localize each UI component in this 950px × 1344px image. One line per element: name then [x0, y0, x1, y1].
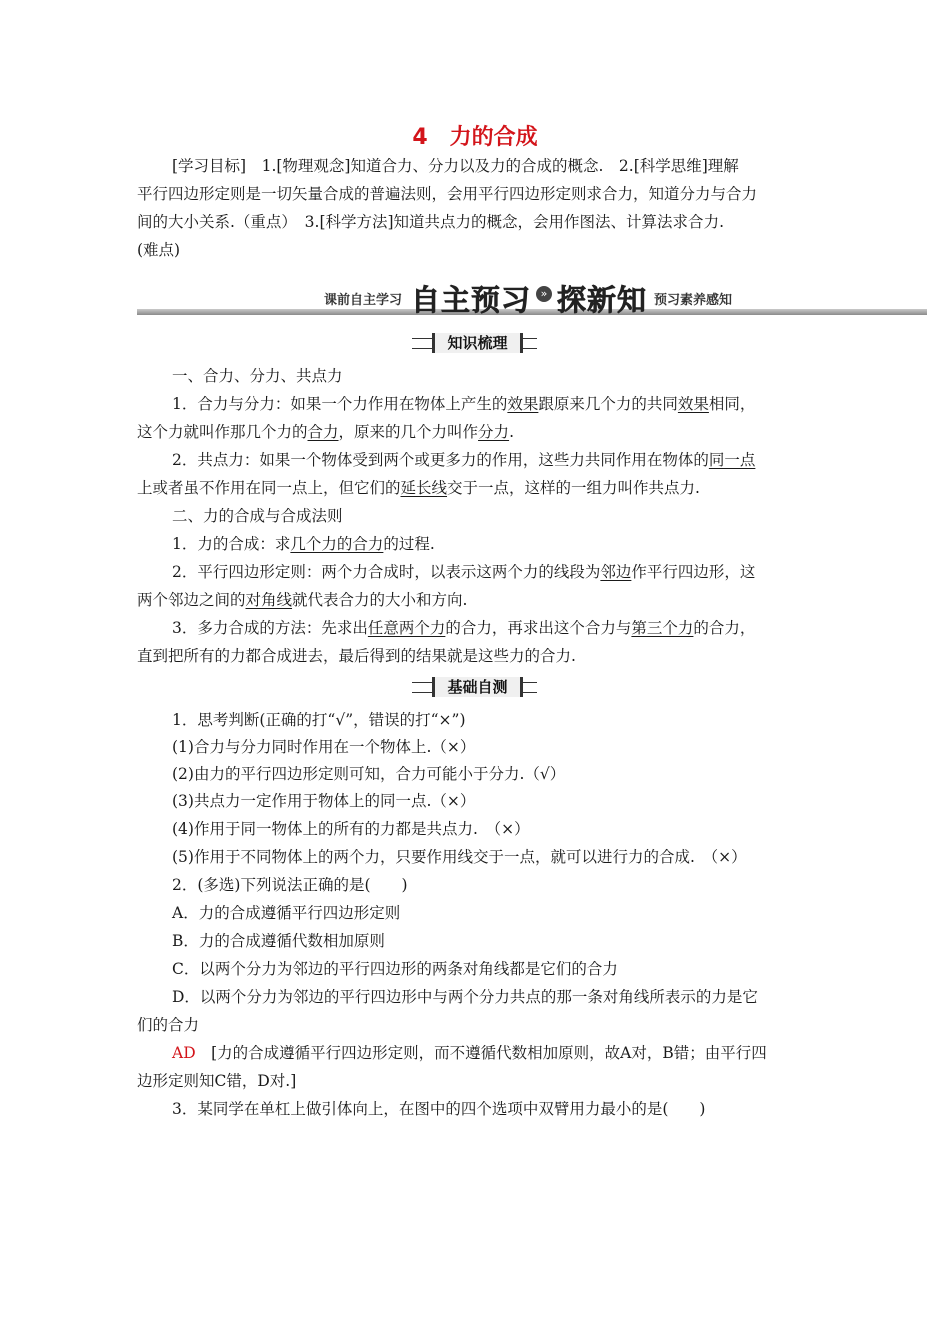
question-1-item-5: (5)作用于不同物体上的两个力，只要作用线交于一点，就可以进行力的合成. （×） [172, 848, 747, 866]
blank-answer: 同一点 [708, 451, 756, 469]
banner-arrow-icon: » [536, 286, 552, 302]
objectives-line-4: (难点) [137, 241, 181, 259]
question-1-item-1: (1)合力与分力同时作用在一个物体上.（×） [172, 738, 476, 756]
objectives-line-3: 间的大小关系.（重点） 3.[科学方法]知道共点力的概念，会用作图法、计算法求合力. [137, 213, 724, 231]
blank-answer: 延长线 [400, 479, 448, 497]
blank-answer: 任意两个力 [367, 619, 446, 637]
question-2-option-b: B．力的合成遵循代数相加原则 [172, 932, 385, 950]
heading-2: 二、力的合成与合成法则 [172, 507, 343, 525]
blank-answer: 邻边 [600, 563, 632, 581]
question-2-option-d-line-1: D．以两个分力为邻边的平行四边形中与两个分力共点的那一条对角线所表示的力是它 [172, 988, 758, 1006]
para-3: 1．力的合成：求几个力的合力的过程. [172, 535, 435, 553]
question-2-option-c: C．以两个分力为邻边的平行四边形的两条对角线都是它们的合力 [172, 960, 618, 978]
question-1: 1．思考判断(正确的打“√”，错误的打“×”) [172, 711, 466, 729]
para-2-line-2: 上或者虽不作用在同一点上，但它们的延长线交于一点，这样的一组力叫作共点力. [137, 479, 700, 497]
answer-explanation: [力的合成遵循平行四边形定则，而不遵循代数相加原则，故A对，B错；由平行四 [195, 1044, 767, 1062]
para-5-line-2: 直到把所有的力都合成进去，最后得到的结果就是这些力的合力. [137, 647, 576, 665]
para-4-line-2: 两个邻边之间的对角线就代表合力的大小和方向. [137, 591, 468, 609]
question-3: 3．某同学在单杠上做引体向上，在图中的四个选项中双臂用力最小的是( ) [172, 1100, 706, 1118]
para-2-line-1: 2．共点力：如果一个物体受到两个或更多力的作用，这些力共同作用在物体的同一点 [172, 451, 756, 469]
banner-right-text: 预习素养感知 [654, 293, 733, 308]
blank-answer: 效果 [677, 395, 709, 413]
para-1-line-1: 1．合力与分力：如果一个力作用在物体上产生的效果跟原来几个力的共同效果相同， [172, 395, 756, 413]
question-1-item-2: (2)由力的平行四边形定则可知，合力可能小于分力.（√） [172, 765, 566, 783]
blank-answer: 对角线 [245, 591, 293, 609]
answer-line-1 [172, 1039, 822, 1067]
section-label-text: 知识梳理 [432, 333, 523, 353]
para-4-line-1: 2．平行四边形定则：两个力合成时，以表示这两个力的线段为邻边作平行四边形，这 [172, 563, 756, 581]
blank-answer: 效果 [507, 395, 539, 413]
answer-line-2: 边形定则知C错，D对.] [137, 1072, 297, 1090]
page-title [0, 120, 950, 151]
question-1-item-3: (3)共点力一定作用于物体上的同一点.（×） [172, 792, 476, 810]
objectives-line-1: [学习目标] 1.[物理观念]知道合力、分力以及力的合成的概念. 2.[科学思维]理解 [172, 157, 739, 175]
banner-left-text: 课前自主学习 [324, 293, 403, 308]
blank-answer: 合力 [307, 423, 339, 441]
section-banner [137, 282, 927, 322]
question-1-item-4: (4)作用于同一物体上的所有的力都是共点力. （×） [172, 820, 530, 838]
title-number: 4 [412, 125, 428, 150]
heading-1: 一、合力、分力、共点力 [172, 367, 343, 385]
blank-answer: 几个力的合力 [290, 535, 384, 553]
question-2: 2．(多选)下列说法正确的是( ) [172, 876, 408, 894]
banner-title-2: 探新知 [557, 283, 648, 317]
question-2-option-d-line-2: 们的合力 [137, 1016, 200, 1034]
blank-answer: 分力 [478, 423, 510, 441]
title-text: 力的合成 [449, 125, 538, 150]
section-label-knowledge [412, 333, 537, 355]
answer-label: AD [172, 1044, 196, 1062]
section-label-test [412, 677, 537, 699]
para-1-line-2: 这个力就叫作那几个力的合力，原来的几个力叫作分力. [137, 423, 514, 441]
question-2-option-a: A．力的合成遵循平行四边形定则 [172, 904, 401, 922]
section-label-text: 基础自测 [432, 677, 523, 697]
blank-answer: 第三个力 [631, 619, 694, 637]
banner-title-1: 自主预习 [411, 283, 532, 317]
para-5-line-1: 3．多力合成的方法：先求出任意两个力的合力，再求出这个合力与第三个力的合力， [172, 619, 756, 637]
objectives-line-2: 平行四边形定则是一切矢量合成的普遍法则，会用平行四边形定则求合力，知道分力与合力 [137, 185, 758, 203]
banner-bar [137, 309, 927, 315]
